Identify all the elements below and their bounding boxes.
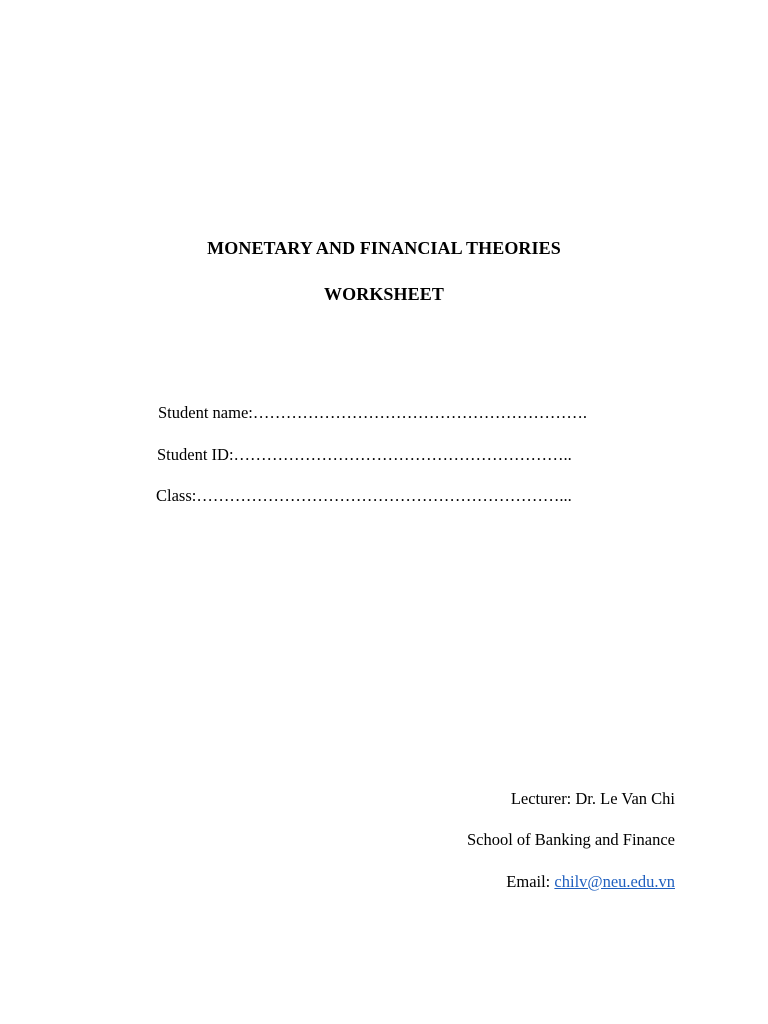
lecturer-line: Lecturer: Dr. Le Van Chi [510, 789, 675, 808]
student-name-field: Student name:……………………………………………………. [158, 403, 587, 422]
class-field: Class:…………………………………………………………... [156, 486, 572, 505]
student-id-field: Student ID:…………………………………………………….. [157, 445, 572, 464]
school-line: School of Banking and Finance [466, 830, 675, 849]
email-link[interactable]: chilv@neu.edu.vn [554, 872, 675, 891]
document-title: MONETARY AND FINANCIAL THEORIES [207, 238, 561, 258]
email-line [506, 872, 675, 892]
email-label: Email: [506, 872, 555, 891]
document-subtitle: WORKSHEET [324, 284, 444, 304]
